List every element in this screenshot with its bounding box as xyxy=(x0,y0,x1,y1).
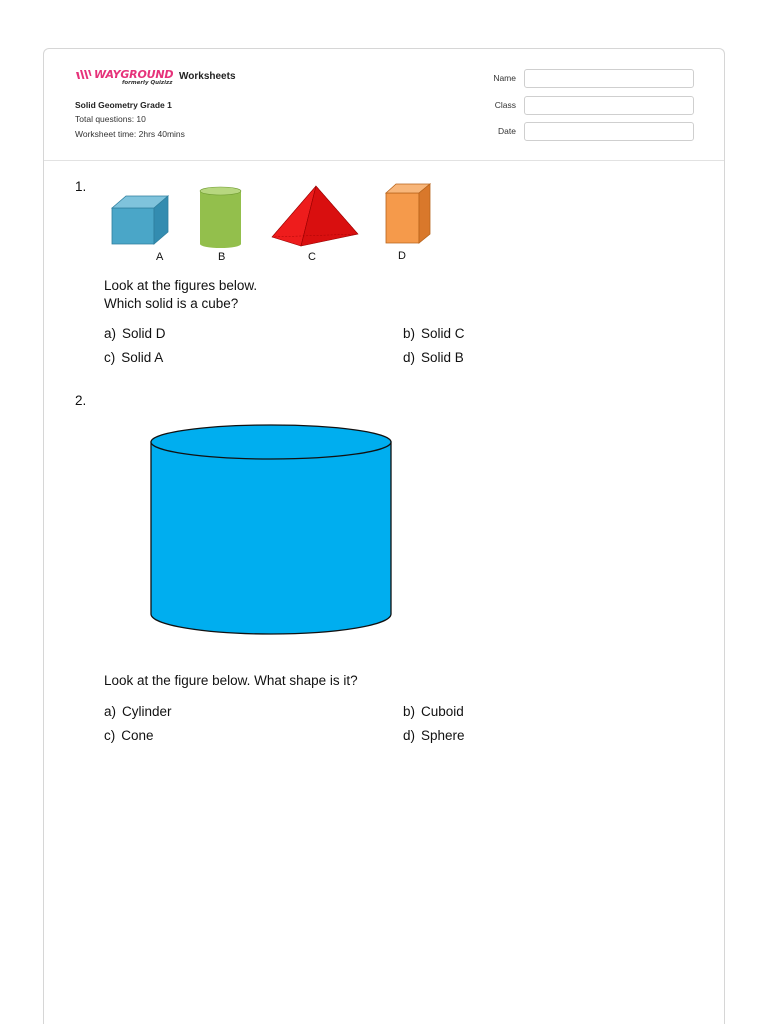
option-letter: b) xyxy=(403,704,416,719)
total-questions: Total questions: 10 xyxy=(75,114,146,124)
name-label: Name xyxy=(493,73,516,83)
figure-label-c: C xyxy=(308,251,316,263)
date-label: Date xyxy=(498,126,516,136)
option-letter: b) xyxy=(403,326,416,341)
figure-label-a: A xyxy=(156,251,164,263)
brand-tagline: formerly Quizizz xyxy=(122,80,173,86)
worksheet-header xyxy=(44,49,724,161)
option-text: Sphere xyxy=(421,728,465,743)
date-field[interactable] xyxy=(524,122,694,141)
brand-logo xyxy=(75,68,173,86)
question-1-option-a[interactable] xyxy=(104,326,166,341)
product-name: Worksheets xyxy=(179,71,236,82)
large-cylinder-figure xyxy=(148,424,394,644)
worksheet-time: Worksheet time: 2hrs 40mins xyxy=(75,129,185,139)
option-text: Cuboid xyxy=(421,704,464,719)
option-letter: a) xyxy=(104,704,117,719)
option-text: Solid C xyxy=(421,326,465,341)
class-field[interactable] xyxy=(524,96,694,115)
question-1-number: 1. xyxy=(75,179,87,194)
pyramid-figure xyxy=(272,186,358,246)
question-1-option-b[interactable] xyxy=(403,326,465,341)
option-text: Solid B xyxy=(421,350,464,365)
option-letter: d) xyxy=(403,350,416,365)
question-2-option-a[interactable] xyxy=(104,704,172,719)
cube-figure xyxy=(112,196,168,244)
question-1-text-line1: Look at the figures below. xyxy=(104,278,258,293)
option-letter: c) xyxy=(104,728,116,743)
question-2-option-c[interactable] xyxy=(104,728,154,743)
option-text: Solid A xyxy=(121,350,164,365)
question-1-option-d[interactable] xyxy=(403,350,464,365)
option-text: Cone xyxy=(121,728,154,743)
question-1-text-line2: Which solid is a cube? xyxy=(104,296,239,311)
question-2-option-d[interactable] xyxy=(403,728,465,743)
option-letter: a) xyxy=(104,326,117,341)
option-letter: c) xyxy=(104,350,116,365)
question-2-text: Look at the figure below. What shape is it? xyxy=(104,673,358,688)
cuboid-figure xyxy=(386,184,430,243)
figure-label-b: B xyxy=(218,251,226,263)
worksheet-page xyxy=(43,48,725,1024)
name-field[interactable] xyxy=(524,69,694,88)
option-letter: d) xyxy=(403,728,416,743)
question-1-option-c[interactable] xyxy=(104,350,163,365)
question-2-option-b[interactable] xyxy=(403,704,464,719)
brand-name: WAYGROUND xyxy=(94,67,174,81)
option-text: Solid D xyxy=(122,326,166,341)
small-cylinder-figure xyxy=(200,187,241,248)
worksheet-title: Solid Geometry Grade 1 xyxy=(75,100,172,110)
option-text: Cylinder xyxy=(122,704,172,719)
question-1-figures xyxy=(104,181,444,251)
class-label: Class xyxy=(494,100,516,110)
figure-label-d: D xyxy=(398,250,406,262)
question-2-number: 2. xyxy=(75,393,87,408)
wayground-logo-icon xyxy=(75,69,92,80)
